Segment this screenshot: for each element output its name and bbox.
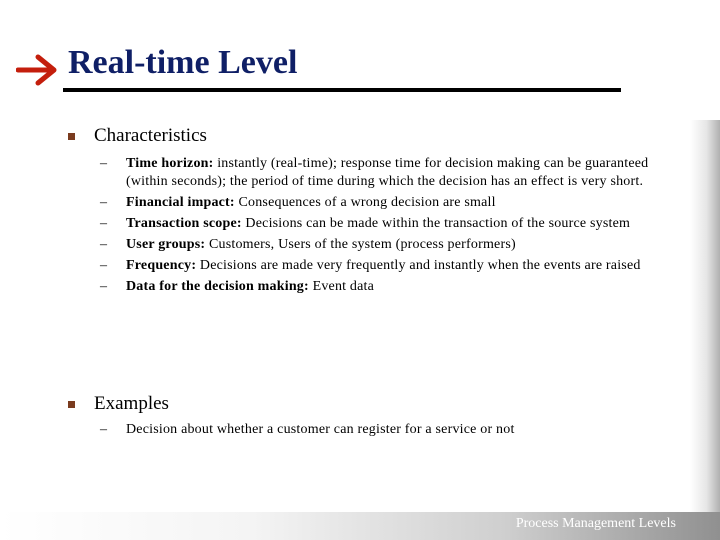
list-item — [66, 236, 666, 254]
footer-text: Process Management Levels — [515, 516, 676, 531]
list-item — [66, 278, 666, 296]
title-underline — [63, 88, 621, 92]
item-label: Time horizon: — [126, 156, 214, 171]
dash-bullet: – — [100, 237, 108, 252]
right-edge-gradient — [690, 120, 720, 540]
list-item — [66, 257, 666, 275]
list-item — [66, 421, 666, 439]
arrow-right-icon — [16, 53, 60, 87]
dash-bullet: – — [100, 156, 108, 171]
dash-bullet: – — [100, 216, 108, 231]
item-text: Decision about whether a customer can register for a service or not — [126, 422, 515, 437]
characteristics-list — [66, 155, 666, 296]
item-label: Transaction scope: — [126, 216, 242, 231]
square-bullet-icon — [68, 133, 75, 140]
examples-list — [66, 421, 666, 439]
item-text: Event data — [308, 279, 375, 294]
section-characteristics — [66, 125, 666, 296]
list-item — [66, 155, 666, 191]
item-label: Financial impact: — [126, 195, 235, 210]
item-label: Frequency: — [126, 258, 197, 273]
item-text: Decisions can be made within the transaction of the source system — [241, 216, 631, 231]
slide-title: Real-time Level — [68, 44, 298, 81]
section-examples — [66, 393, 666, 439]
section-heading-text: Examples — [94, 393, 169, 414]
section-heading-text: Characteristics — [94, 125, 207, 146]
list-item — [66, 215, 666, 233]
item-text: Decisions are made very frequently and instantly when the events are raised — [196, 258, 641, 273]
dash-bullet: – — [100, 195, 108, 210]
dash-bullet: – — [100, 279, 108, 294]
section-heading — [66, 393, 666, 417]
item-text: Customers, Users of the system (process performers) — [205, 237, 516, 252]
dash-bullet: – — [100, 258, 108, 273]
item-label: Data for the decision making: — [126, 279, 309, 294]
dash-bullet: – — [100, 422, 108, 437]
list-item — [66, 194, 666, 212]
item-label: User groups: — [126, 237, 206, 252]
item-text: instantly (real-time); response time for decision making can be guaranteed (within seconds); the period of time during which the decision has an effect is very short. — [126, 156, 649, 189]
square-bullet-icon — [68, 401, 75, 408]
item-text: Consequences of a wrong decision are small — [234, 195, 496, 210]
section-heading — [66, 125, 666, 149]
